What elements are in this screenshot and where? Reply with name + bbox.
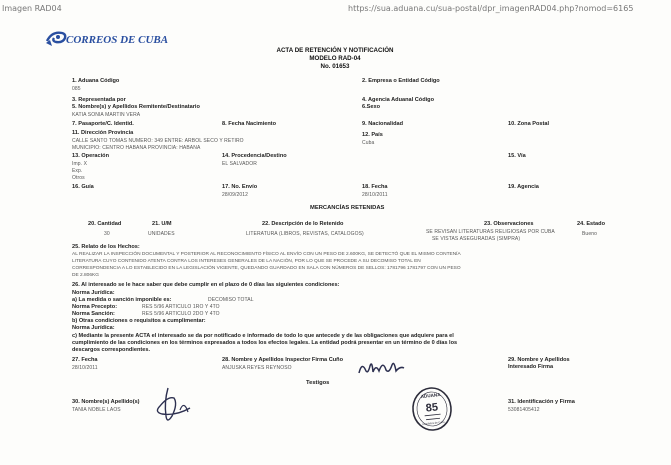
postal-horn-icon [44,29,68,49]
stamp-line-3: República de Cuba [422,420,445,427]
facts-line-4: DE 2.806KG [72,273,99,278]
operation-export: Exp. [72,168,83,174]
document-title: ACTA DE RETENCIÓN Y NOTIFICACIÓN [276,47,394,54]
inspector-signature [356,356,408,378]
operation-import: Imp. X [72,161,88,167]
witness-signature [150,386,196,426]
row-description: LITERATURA (LIBROS, REVISTAS, CATALOGOS) [246,231,364,237]
customs-code-value: 085 [72,86,81,92]
precept-value: RES 5/96 ARTICULO 1RO Y 4TO [142,304,220,310]
row-unit: UNIDADES [148,231,175,237]
witnesses-label: Testigos [306,380,330,386]
inspector-value: ANJUSKA REYES REYNOSO [222,365,292,371]
document-number: No. 01653 [320,63,350,70]
guide-label: 16. Guía [72,184,94,190]
address-url[interactable]: https://sua.aduana.cu/sua-postal/dpr_imagenRAD04.php?nomod=6165 [348,4,634,13]
sanction-value: DECOMISO TOTAL [208,297,254,303]
sanction-norm-value: RES 5/96 ARTICULO 2DO Y 4TO [142,311,220,317]
facts-line-3: CORRESPONDENCIA A LO ESTABLECIDO EN LA LEGISLACIÓN VIGENTE, QUEDANDO GUARDADO EN SALA CON NÚMEROS DE SELLOS: 1781796 1781797 CON UN PESO [72,266,461,271]
sex-label: 6.Sexo [362,104,381,110]
shipment-number-value: 28/09/2012 [222,192,249,198]
legal-norm-label: Norma Jurídica: [72,290,115,296]
shipment-number-label: 17. No. Envío [222,184,258,190]
merchandise-section-title: MERCANCÍAS RETENIDAS [310,205,385,211]
notification-line-1: c) Mediante la presente ACTA el interesado se da por notificado e informado de todo lo que antecede y de las obligaciones que adquiere para el [72,333,454,339]
sanction-line: a) La medida o sanción imponible es: [72,297,172,303]
operation-label: 13. Operación [72,153,109,159]
sign-date-label: 27. Fecha [72,357,98,363]
interested-label-2: Interesado Firma [508,364,554,370]
sender-name-value: KATIA SONIA MARTIN VERA [72,112,141,118]
company-code-label: 2. Empresa o Entidad Código [362,78,440,84]
agency-label: 19. Agencia [508,184,539,190]
address-label: 11. Dirección Provincia [72,130,134,136]
stamp-line-2: 85 [425,401,439,415]
witness-name-value: TANIA NOBLE LAOS [72,407,121,413]
identification-label: 31. Identificación y Firma [508,399,575,405]
represented-by-label: 3. Representada por [72,97,126,103]
route-label: 15. Vía [508,153,526,159]
observations-header: 23. Observaciones [484,221,534,227]
row-status: Bueno [582,231,597,237]
customs-code-label: 1. Aduana Código [72,78,120,84]
logo-text: CORREOS DE CUBA [66,34,169,46]
facts-label: 25. Relato de los Hechos: [72,244,140,250]
identification-value: 53081405412 [508,407,540,413]
date-label: 18. Fecha [362,184,388,190]
customs-stamp [411,386,453,432]
customs-agency-label: 4. Agencia Aduanal Código [362,97,434,103]
sanction-norm-label: Norma Sanción: [72,311,115,317]
postal-zone-label: 10. Zona Postal [508,121,550,127]
inspector-label: 28. Nombre y Apellidos Inspector Firma Cuño [222,357,344,363]
window-title: Imagen RAD04 [2,4,62,13]
country-label: 12. País [362,132,383,138]
birthdate-label: 8. Fecha Nacimiento [222,121,277,127]
facts-line-1: AL REALIZAR LA INSPECCIÓN DOCUMENTAL Y POSTERIOR AL RECONOCIMIENTO FÍSICO AL ENVÍO CON UN PESO DE 2.600KG, SE DETECTÓ QUE EL MISMO CONTENÍA [72,252,461,257]
sender-name-label: 5. Nombre(s) y Apellidos Remitente/Destinatario [72,104,200,110]
quantity-header: 20. Cantidad [88,221,122,227]
interested-label-1: 29. Nombre y Apellidos [508,357,570,363]
notification-line-2: cumplimiento de las condiciones en los términos expresados a todos los efectos legales. La entidad podrá presentar en un término de 0 días los [72,340,458,346]
nationality-label: 9. Nacionalidad [362,121,404,127]
row-observations-1: SE REVISAN LITERATURAS RELIGIOSAS POR CUBA [426,229,555,235]
origin-label: 14. Procedencia/Destino [222,153,287,159]
precept-label: Norma Precepto: [72,304,118,310]
row-observations-2: SE VISTAS ASEGURADAS (SIMPRA) [432,236,521,242]
row-quantity: 30 [104,231,110,237]
origin-value: EL SALVADOR [222,161,257,167]
passport-label: 7. Pasaporte/C. Identid. [72,121,134,127]
date-value: 28/10/2011 [362,192,388,198]
operation-other: Otros [72,175,85,181]
stamp-line-1: ADUANA [420,392,441,400]
status-header: 24. Estado [577,221,605,227]
notice-label: 26. Al interesado se le hace saber que debe cumplir en el plazo de 0 días las siguientes condiciones: [72,282,340,288]
model-label: MODELO RAD-04 [309,55,361,62]
other-conditions-line: b) Otras condiciones o requisitos a cumplimentar: [72,318,206,324]
notification-line-3: descargos correspondientes. [72,347,151,353]
description-header: 22. Descripción de lo Retenido [262,221,344,227]
unit-header: 21. U/M [152,221,172,227]
sign-date-value: 28/10/2011 [72,365,98,371]
legal-norm-2-label: Norma Jurídica: [72,325,115,331]
witness-name-label: 30. Nombre(s) Apellido(s) [72,399,140,405]
country-value: Cuba [362,140,375,146]
facts-line-2: LITERATURA CUYO CONTENIDO ATENTA CONTRA LOS INTERESES GENERALES DE LA NACIÓN, POR LO QUE SE PROCEDE A SU DECOMISO TOTAL EN [72,259,421,264]
address-value-1: CALLE SANTO TOMAS NUMERO: 349 ENTRE: ARBOL SECO Y RETIRO [72,138,244,144]
address-value-2: MUNICIPIO: CENTRO HABANA PROVINCIA: HABANA [72,145,201,151]
